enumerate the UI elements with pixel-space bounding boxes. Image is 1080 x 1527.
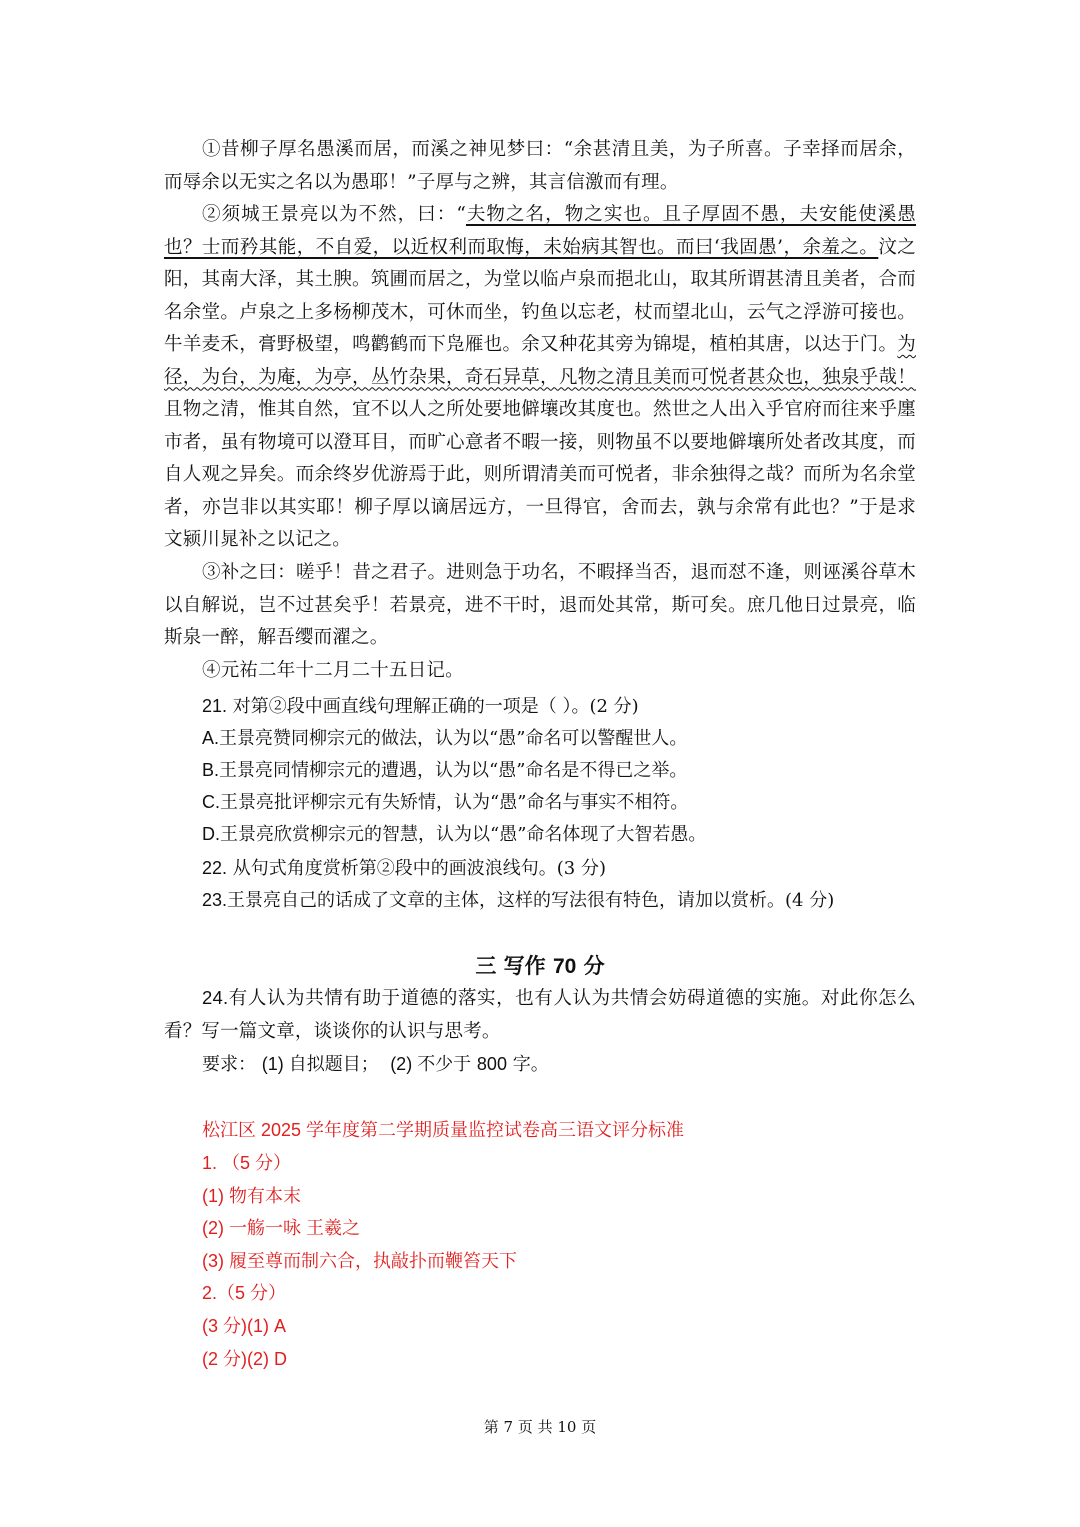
question-23-number: 23.: [202, 890, 228, 910]
question-21-number: 21.: [202, 696, 228, 716]
footer-middle: 页 共: [517, 1418, 553, 1436]
answer-line: (2 分)(2) D: [202, 1349, 287, 1369]
writing-title-score: 70: [552, 955, 577, 978]
question-23-text: 王景亮自己的话成了文章的主体，这样的写法很有特色，请加以赏析。(4 分): [227, 890, 835, 911]
requirement-word-count: 800: [476, 1054, 507, 1074]
question-24: [164, 982, 916, 1048]
answer-key-header: 松江区 2025 学年度第二学期质量监控试卷高三语文评分标准: [202, 1120, 685, 1140]
p2-intro: ②须城王景亮以为不然，曰：“: [202, 204, 466, 225]
option-b-label: B.: [202, 760, 220, 780]
question-21-option-d: [202, 818, 706, 851]
question-22: [202, 852, 606, 885]
p2-end: 且物之清，惟其自然，宜不以人之所处要地僻壤改其度也。然世之人出入乎官府而往来乎廛市者，虽有物境可以澄耳目，而旷心意者不暇一接，则物虽不以要地僻壤所处者改其度，而自人观之异矣。而余终岁优游焉于此，则所谓清美而可悦者，非余独得之哉？而所为名余堂者，亦岂非以其实耶！柳子厚以谪居远方，一旦得官，舍而去，孰与余常有此也？”于是求文颍川晁补之以记之。: [164, 399, 916, 550]
p2-middle: 汶之阳，其南大泽，其土腴。筑圃而居之，为堂以临卢泉而挹北山，取其所谓甚清且美者，合而名余堂。卢泉之上多杨柳茂木，可休而坐，钓鱼以忘老，杖而望北山，云气之浮游可接也。牛羊麦禾，膏野极望，鸣鹳鹤而下凫雁也。余又种花其旁为锦堤，植柏其唐，以达于门。: [164, 236, 916, 355]
footer-prefix: 第: [483, 1418, 499, 1436]
p2-wavy-underlined-sentence: 为径，为台，为庵，为亭，丛竹杂果，奇石异草，凡物之清且美而可悦者甚众也，独泉乎哉！: [164, 334, 916, 388]
writing-title-text: 三 写作: [475, 953, 553, 978]
p2-straight-underlined-sentence: 夫物之名，物之实也。且子厚固不愚，夫安能使溪愚也？士而矜其能，不自爱，以近权利而取悔，未始病其智也。而曰‘我固愚’，余羞之。: [164, 204, 916, 258]
question-21-text: 对第②段中画直线句理解正确的一项是（ ）。(2 分): [232, 696, 639, 717]
passage-paragraph-1: ①昔柳子厚名愚溪而居，而溪之神见梦曰：“余甚清且美，为子所喜。子幸择而居余，而辱余以无实之名以为愚耶！”子厚与之辨，其言信激而有理。: [164, 139, 916, 193]
requirement-1: (1) 自拟题目；: [261, 1054, 379, 1074]
question-22-number: 22.: [202, 858, 228, 878]
requirement-unit: 字。: [512, 1054, 549, 1075]
writing-title-unit: 分: [576, 953, 605, 978]
footer-total-pages: 10: [557, 1418, 577, 1436]
requirements-label: 要求：: [202, 1054, 256, 1075]
writing-section-title: [0, 950, 1080, 983]
answer-line: (1) 物有本末: [202, 1186, 301, 1206]
answer-line: (3) 履至尊而制六合，执敲扑而鞭笞天下: [202, 1251, 517, 1271]
footer-page-number: 7: [503, 1418, 514, 1436]
question-23: [202, 884, 834, 917]
question-21-option-a: [202, 722, 687, 755]
option-c-text: 王景亮批评柳宗元有失矫情，认为“愚”命名与事实不相符。: [220, 792, 689, 813]
option-d-label: D.: [202, 824, 220, 844]
option-a-label: A.: [202, 728, 220, 748]
page-footer: [0, 1415, 1080, 1439]
question-21: [202, 690, 639, 723]
passage-paragraph-3: ③补之曰：嗟乎！昔之君子。进则急于功名，不暇择当否，退而怼不逢，则诬溪谷草木以自解说，岂不过甚矣乎！若景亮，进不干时，退而处其常，斯可矣。庶几他日过景亮，临斯泉一醉，解吾缨而濯之。: [164, 562, 916, 648]
question-24-number: 24.: [202, 987, 229, 1008]
question-22-text: 从句式角度赏析第②段中的画波浪线句。(3 分): [232, 858, 606, 879]
option-c-label: C.: [202, 792, 220, 812]
footer-suffix: 页: [581, 1418, 597, 1436]
passage-paragraph-4: ④元祐二年十二月二十五日记。: [202, 660, 464, 681]
option-b-text: 王景亮同情柳宗元的遭遇，认为以“愚”命名是不得已之举。: [219, 760, 688, 781]
requirement-2: (2) 不少于: [390, 1054, 472, 1074]
passage-paragraph-2: [164, 199, 916, 557]
answer-line: (2) 一觞一咏 王羲之: [202, 1218, 361, 1238]
question-24-text: 有人认为共情有助于道德的落实，也有人认为共情会妨碍道德的实施。对此你怎么看？写一篇文章，谈谈你的认识与思考。: [164, 988, 916, 1042]
answer-line: 2.（5 分）: [202, 1283, 287, 1303]
answer-line: (3 分)(1) A: [202, 1316, 287, 1336]
option-d-text: 王景亮欣赏柳宗元的智慧，认为以“愚”命名体现了大智若愚。: [220, 824, 707, 845]
option-a-text: 王景亮赞同柳宗元的做法，认为以“愚”命名可以警醒世人。: [219, 728, 688, 749]
answer-line: 1. （5 分）: [202, 1153, 292, 1173]
question-21-option-c: [202, 786, 688, 819]
writing-requirements: [202, 1048, 549, 1081]
question-21-option-b: [202, 754, 687, 787]
